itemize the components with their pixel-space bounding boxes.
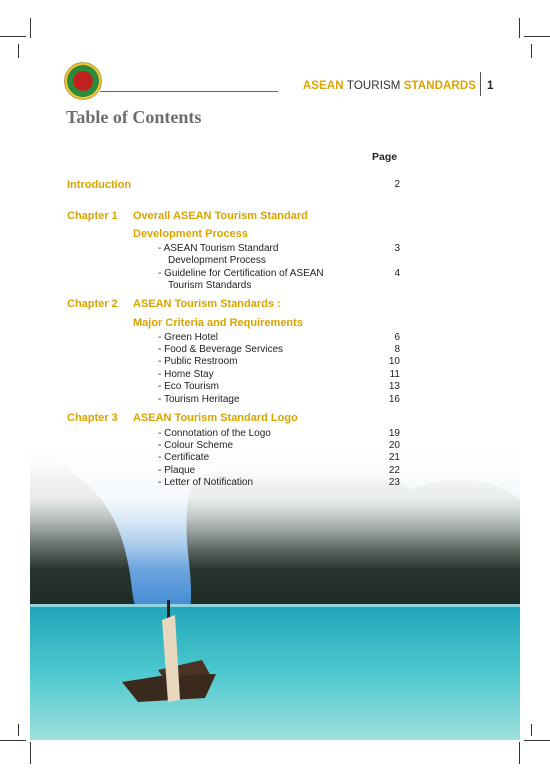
chapter-title[interactable]: ASEAN Tourism Standard Logo	[133, 412, 298, 424]
crop-mark	[531, 724, 532, 736]
crop-mark	[0, 740, 26, 741]
toc-item-page: 13	[388, 381, 400, 392]
toc-item[interactable]: - Green Hotel	[158, 332, 219, 343]
crop-mark	[519, 18, 520, 38]
toc-item-page: 8	[394, 344, 400, 355]
toc-item[interactable]: - Plaque	[158, 465, 196, 476]
chapter-label: Chapter 3	[67, 412, 118, 424]
toc-item[interactable]: - Certificate	[158, 452, 210, 463]
running-header	[303, 80, 476, 92]
lagoon-photo	[30, 430, 520, 740]
crop-mark	[18, 44, 19, 58]
crop-mark	[30, 742, 31, 764]
asean-logo	[64, 62, 102, 100]
toc-page-introduction: 2	[394, 179, 400, 190]
toc-item-label: Public Restroom	[164, 356, 238, 367]
page-column-header: Page	[372, 151, 398, 163]
crop-mark	[519, 742, 520, 764]
toc-item[interactable]: - Tourism Heritage	[158, 394, 240, 405]
chapter-label: Chapter 1	[67, 210, 118, 222]
crop-mark	[524, 740, 550, 741]
header-divider	[480, 72, 481, 96]
toc-entry-introduction[interactable]: Introduction	[67, 179, 132, 191]
toc-item-page: 11	[389, 369, 400, 380]
toc-item-page: 22	[388, 465, 400, 476]
chapter-title[interactable]: Overall ASEAN Tourism Standard	[133, 210, 308, 222]
toc-item[interactable]: - Connotation of the Logo	[158, 428, 271, 439]
toc-item[interactable]: - Eco Tourism	[158, 381, 219, 392]
toc-item-label: Plaque	[164, 465, 196, 476]
toc-title: Table of Contents	[66, 107, 202, 127]
toc-item-label: Letter of Notification	[164, 477, 254, 488]
toc-item-page: 23	[388, 477, 400, 488]
crop-mark	[30, 18, 31, 38]
toc-item[interactable]: - ASEAN Tourism Standard	[158, 243, 279, 254]
toc-item-page: 6	[394, 332, 400, 343]
header-word-standards: STANDARDS	[403, 80, 476, 92]
toc-item[interactable]: - Public Restroom	[158, 356, 238, 367]
header-word-asean: ASEAN	[302, 80, 344, 92]
crop-mark	[531, 44, 532, 58]
chapter-label: Chapter 2	[67, 298, 118, 310]
toc-item-page: 4	[394, 268, 400, 279]
toc-item-page: 10	[388, 356, 400, 367]
toc-item-page: 3	[394, 243, 400, 254]
toc-item-page: 20	[388, 440, 400, 451]
toc-item[interactable]: - Food & Beverage Services	[158, 344, 284, 355]
toc-item-label: Food & Beverage Services	[164, 344, 284, 355]
toc-item-label: ASEAN Tourism Standard	[163, 243, 279, 254]
toc-item-page: 21	[388, 452, 400, 463]
toc-item[interactable]: - Colour Scheme	[158, 440, 234, 451]
crop-mark	[0, 36, 26, 37]
toc-item-cont: Tourism Standards	[168, 280, 252, 291]
crop-mark	[524, 36, 550, 37]
chapter-title-cont[interactable]: Major Criteria and Requirements	[133, 317, 303, 329]
toc-item-label: Eco Tourism	[164, 381, 219, 392]
toc-item-label: Connotation of the Logo	[164, 428, 271, 439]
toc-item-label: Green Hotel	[164, 332, 219, 343]
toc-item-label: Colour Scheme	[164, 440, 234, 451]
header-word-tourism: TOURISM	[346, 80, 401, 92]
toc-item[interactable]: - Home Stay	[158, 369, 214, 380]
toc-item[interactable]: - Guideline for Certification of ASEAN	[158, 268, 324, 279]
toc-item-label: Certificate	[164, 452, 210, 463]
chapter-title-cont[interactable]: Development Process	[133, 228, 248, 240]
header-rule	[100, 91, 278, 92]
toc-item-label: Tourism Heritage	[163, 394, 240, 405]
toc-item-cont: Development Process	[168, 255, 266, 266]
toc-item[interactable]: - Letter of Notification	[158, 477, 254, 488]
page-number: 1	[487, 80, 494, 92]
toc-item-page: 19	[388, 428, 400, 439]
crop-mark	[18, 724, 19, 736]
chapter-title[interactable]: ASEAN Tourism Standards :	[133, 298, 281, 310]
toc-item-page: 16	[388, 394, 400, 405]
toc-item-label: Home Stay	[164, 369, 214, 380]
toc-item-label: Guideline for Certification of ASEAN	[164, 268, 324, 279]
